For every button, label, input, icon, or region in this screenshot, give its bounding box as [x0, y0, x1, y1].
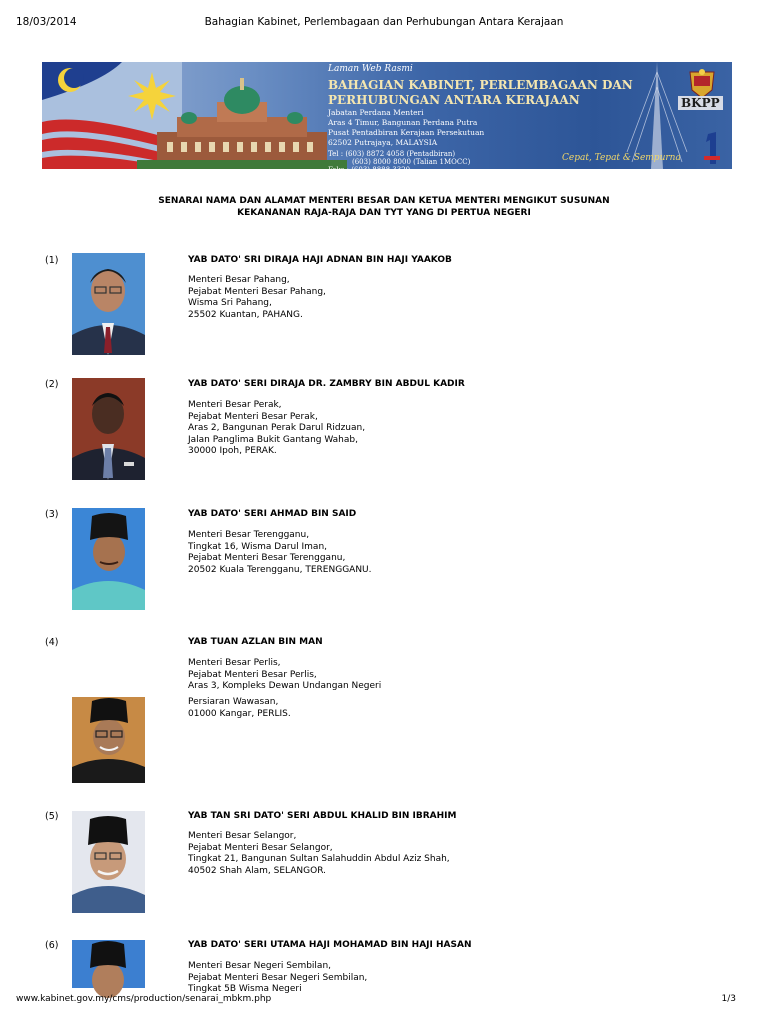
print-header [16, 16, 752, 32]
entry-address: Menteri Besar Pahang, Pejabat Menteri Besar Pahang, Wisma Sri Pahang, 25502 Kuantan, PAHANG. [188, 275, 326, 320]
entry-address: Menteri Besar Perlis, Pejabat Menteri Besar Perlis, Aras 3, Kompleks Dewan Undangan Negeri [188, 658, 382, 691]
entry-number: (1) [45, 255, 59, 266]
banner-org-line2: PERHUBUNGAN ANTARA KERAJAAN [328, 93, 580, 107]
portrait-photo [72, 940, 145, 988]
entry-address: Menteri Besar Selangor, Pejabat Menteri Besar Selangor, Tingkat 21, Bangunan Sultan Salahuddin Abdul Aziz Shah, 40502 Shah Alam, SELANGOR. [188, 831, 450, 876]
entry-address: Menteri Besar Terengganu, Tingkat 16, Wisma Darul Iman, Pejabat Menteri Besar Terengganu, 20502 Kuala Terengganu, TERENGGANU. [188, 530, 372, 575]
site-banner[interactable] [42, 62, 732, 174]
banner-slogan: Cepat, Tepat & Sempurna [562, 153, 681, 163]
portrait-photo [72, 378, 145, 480]
entry-number: (6) [45, 940, 59, 951]
print-page-title: Bahagian Kabinet, Perlembagaan dan Perhubungan Antara Kerajaan [204, 16, 564, 28]
print-date: 18/03/2014 [16, 16, 77, 28]
entry-number: (5) [45, 811, 59, 822]
one-malaysia-logo-icon [698, 130, 726, 166]
entry-number: (4) [45, 637, 59, 648]
portrait-photo [72, 697, 145, 783]
banner-address-2: Pusat Pentadbiran Kerajaan Persekutuan [328, 128, 485, 137]
entry-number: (3) [45, 509, 59, 520]
banner-org-line1: BAHAGIAN KABINET, PERLEMBAGAAN DAN [328, 78, 633, 92]
banner-laman: Laman Web Rasmi [328, 64, 413, 74]
banner-jabatan: Jabatan Perdana Menteri [328, 108, 424, 117]
entry-address-continued: Persiaran Wawasan, 01000 Kangar, PERLIS. [188, 697, 291, 719]
list-heading-line2: KEKANANAN RAJA-RAJA DAN TYT YANG DI PERTUA NEGERI [237, 208, 531, 218]
list-heading [0, 195, 768, 219]
portrait-photo [72, 253, 145, 355]
entry-name: YAB DATO' SRI DIRAJA HAJI ADNAN BIN HAJI YAAKOB [188, 255, 452, 265]
entry-number: (2) [45, 379, 59, 390]
page-number: 1/3 [721, 994, 736, 1004]
entry-name: YAB TUAN AZLAN BIN MAN [188, 637, 323, 647]
entry-address: Menteri Besar Negeri Sembilan, Pejabat Menteri Besar Negeri Sembilan, Tingkat 5B Wisma Negeri [188, 961, 368, 994]
portrait-photo [72, 508, 145, 610]
entry-name: YAB TAN SRI DATO' SERI ABDUL KHALID BIN IBRAHIM [188, 811, 457, 821]
portrait-photo [72, 811, 145, 913]
banner-tel-1: Tel : (603) 8872 4058 (Pentadbiran) [328, 150, 456, 158]
banner-address-3: 62502 Putrajaya, MALAYSIA [328, 138, 438, 147]
perdana-putra-building-graphic [137, 72, 347, 169]
list-heading-line1: SENARAI NAMA DAN ALAMAT MENTERI BESAR DAN KETUA MENTERI MENGIKUT SUSUNAN [158, 196, 610, 206]
bkpp-logo: BKPP [678, 96, 723, 110]
banner-tel-2: (603) 8000 8000 (Talian 1MOCC) [352, 158, 471, 166]
entry-address: Menteri Besar Perak, Pejabat Menteri Besar Perak, Aras 2, Bangunan Perak Darul Ridzuan, Jalan Panglima Bukit Gantang Wahab, 30000 Ipoh, PERAK. [188, 400, 366, 456]
source-url: www.kabinet.gov.my/cms/production/senarai_mbkm.php [16, 994, 272, 1004]
entry-name: YAB DATO' SERI AHMAD BIN SAID [188, 509, 357, 519]
entry-name: YAB DATO' SERI DIRAJA DR. ZAMBRY BIN ABDUL KADIR [188, 379, 465, 389]
entry-name: YAB DATO' SERI UTAMA HAJI MOHAMAD BIN HAJI HASAN [188, 940, 472, 950]
banner-address-1: Aras 4 Timur, Bangunan Perdana Putra [328, 118, 478, 127]
banner-fax: Faks : (603) 8888 3320 [328, 166, 411, 174]
